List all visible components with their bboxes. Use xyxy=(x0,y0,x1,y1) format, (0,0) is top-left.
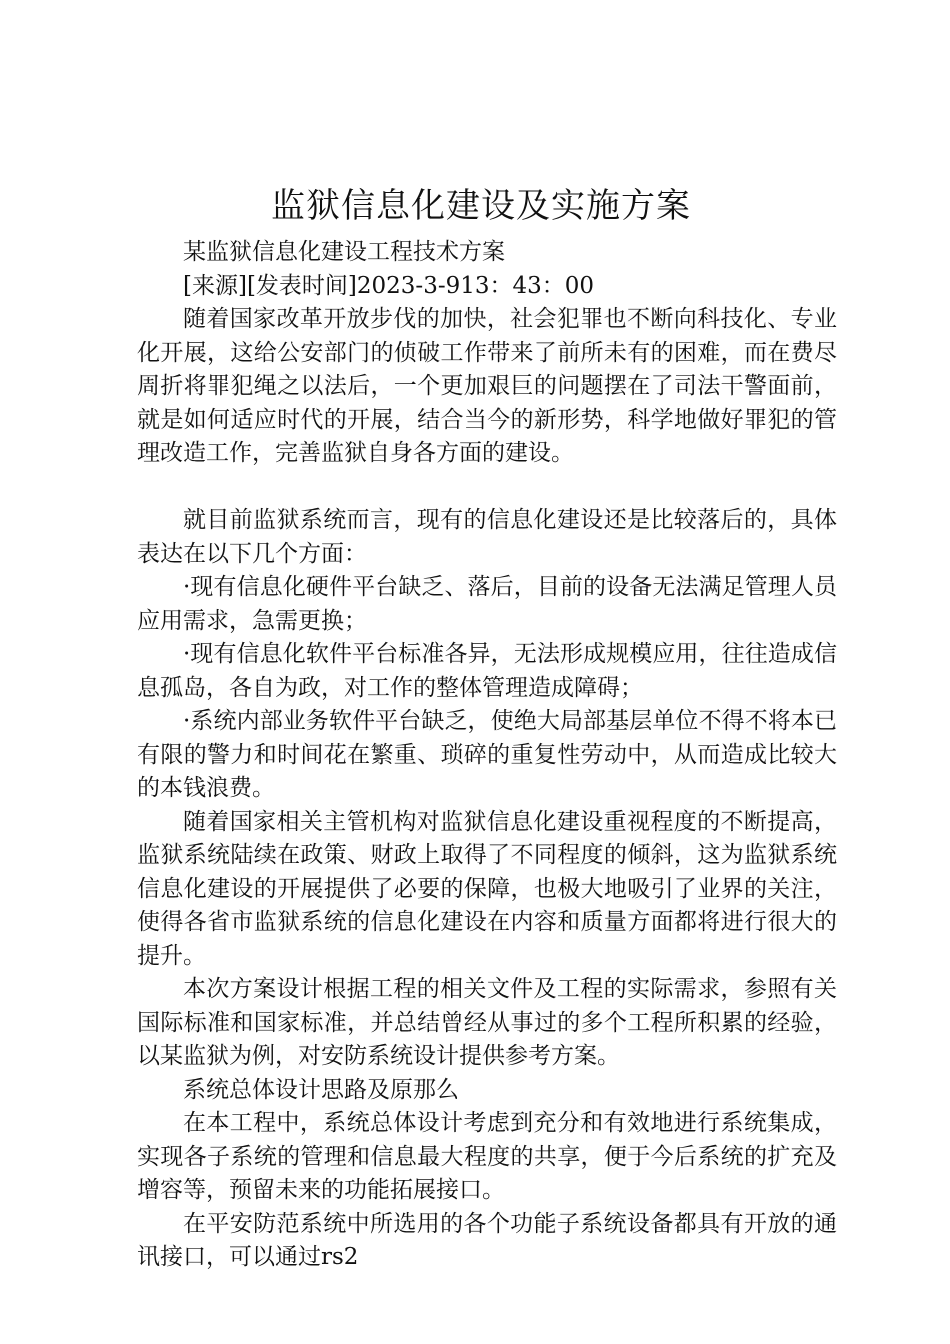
intro-paragraph: 随着国家改革开放步伐的加快，社会犯罪也不断向科技化、专业化开展，这给公安部门的侦破工作带来了前所未有的困难，而在费尽周折将罪犯绳之以法后，一个更加艰巨的问题摆在了司法干警面前，就是如何适应时代的开展，结合当今的新形势，科学地做好罪犯的管理改造工作，完善监狱自身各方面的建设。 xyxy=(137,306,837,466)
section-heading: 系统总体设计思路及原那么 xyxy=(183,1076,459,1103)
interface-paragraph: 在平安防范系统中所选用的各个功能子系统设备都具有开放的通讯接口，可以通过rs2 xyxy=(137,1210,837,1270)
subtitle-paragraph: 某监狱信息化建设工程技术方案 xyxy=(183,239,505,265)
design-basis-paragraph: 本次方案设计根据工程的相关文件及工程的实际需求，参照有关国际标准和国家标准，并总结曾经从事过的多个工程所积累的经验，以某监狱为例，对安防系统设计提供参考方案。 xyxy=(137,976,837,1069)
integration-paragraph: 在本工程中，系统总体设计考虑到充分和有效地进行系统集成，实现各子系统的管理和信息最大程度的共享，便于今后系统的扩充及增容等，预留未来的功能拓展接口。 xyxy=(137,1110,837,1203)
document-title: 监狱信息化建设及实施方案 xyxy=(271,186,691,226)
bullet-item-business-software: ·系统内部业务软件平台缺乏，使绝大局部基层单位不得不将本已有限的警力和时间花在繁重、琐碎的重复性劳动中，从而造成比较大的本钱浪费。 xyxy=(137,708,837,801)
bullet-item-hardware: ·现有信息化硬件平台缺乏、落后，目前的设备无法满足管理人员应用需求，急需更换； xyxy=(137,574,837,634)
policy-paragraph: 随着国家相关主管机构对监狱信息化建设重视程度的不断提高，监狱系统陆续在政策、财政上取得了不同程度的倾斜，这为监狱系统信息化建设的开展提供了必要的保障，也极大地吸引了业界的关注，使得各省市监狱系统的信息化建设在内容和质量方面都将进行很大的提升。 xyxy=(137,808,837,969)
document-body xyxy=(137,236,837,1275)
bullet-item-software: ·现有信息化软件平台标准各异，无法形成规模应用，往往造成信息孤岛，各自为政，对工作的整体管理造成障碍； xyxy=(137,641,837,701)
current-status-paragraph: 就目前监狱系统而言，现有的信息化建设还是比较落后的，具体表达在以下几个方面： xyxy=(137,507,837,567)
source-line: [来源][发表时间]2023-3-913：43：00 xyxy=(183,272,595,299)
